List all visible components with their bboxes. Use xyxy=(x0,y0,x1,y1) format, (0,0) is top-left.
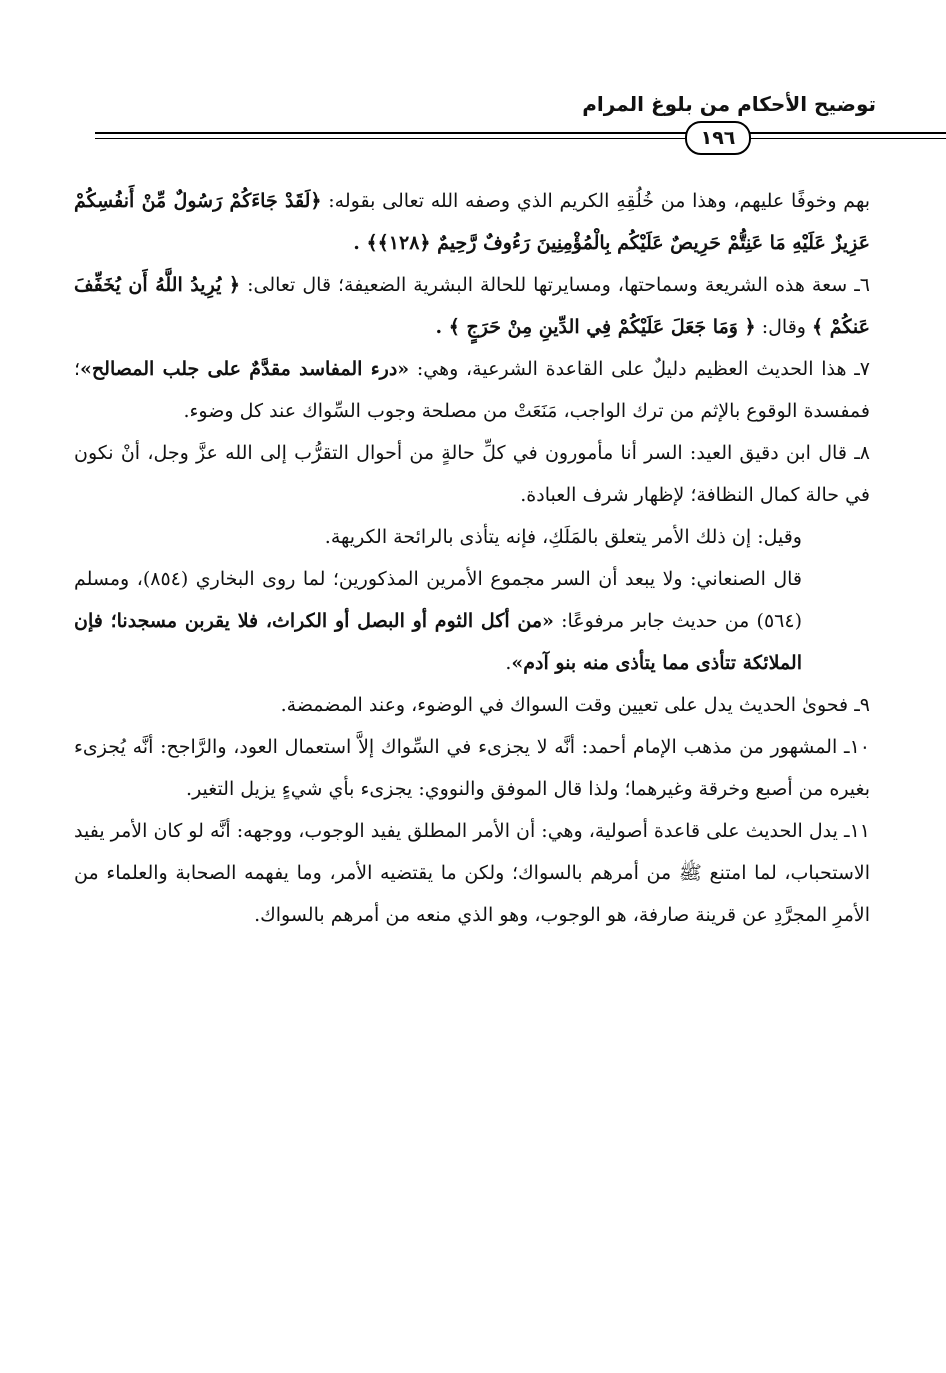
running-title: توضيح الأحكام من بلوغ المرام xyxy=(582,92,876,116)
page-number: ١٩٦ xyxy=(685,121,751,155)
item-text: ؛ فمفسدة الوقوع بالإثم من ترك الواجب، مَنَعَتْ من مصلحة وجوب السِّواك عند كل وضوء. xyxy=(74,358,870,422)
item-number: ٩ـ xyxy=(854,694,870,716)
item-text: سعة هذه الشريعة وسماحتها، ومسايرتها للحالة البشرية الضعيفة؛ قال تعالى: xyxy=(247,274,848,296)
item-number: ٦ـ xyxy=(854,274,870,296)
header-rule-thin xyxy=(95,138,946,139)
quran-verse: ﴿لَقَدْ جَاءَكُمْ رَسُولٌ مِّنْ أَنفُسِكُمْ عَزِيزٌ عَلَيْهِ مَا عَنِتُّمْ حَرِيصٌ عَلَيْكُم بِالْمُؤْمِنِينَ رَءُوفٌ رَّحِيمٌ ﴿١٢٨﴾﴾ . xyxy=(74,190,870,254)
item-text: هذا الحديث العظيم دليلٌ على القاعدة الشرعية، وهي: xyxy=(416,358,847,380)
header-rule-thick xyxy=(95,132,946,134)
list-item-6 xyxy=(74,264,870,348)
list-item-9 xyxy=(74,684,870,726)
list-item-8 xyxy=(74,432,870,516)
list-item-10 xyxy=(74,726,870,810)
list-item-11 xyxy=(74,810,870,936)
item-number: ١١ـ xyxy=(844,820,870,842)
item-text: وقيل: إن ذلك الأمر يتعلق بالمَلَكِ، فإنه يتأذى بالرائحة الكريهة. xyxy=(324,526,802,548)
item-text: وقال: xyxy=(761,316,806,338)
page-header xyxy=(70,92,876,154)
paragraph-intro xyxy=(74,180,870,264)
item-text: فحوىٰ الحديث يدل على تعيين وقت السواك في الوضوء، وعند المضمضة. xyxy=(280,694,849,716)
item-text: يدل الحديث على قاعدة أصولية، وهي: أن الأمر المطلق يفيد الوجوب، ووجهه: أنَّه لو كان الأمر يفيد الاستحباب، لما امتنع ﷺ من أمرهم بالسواك؛ ولكن ما يقتضيه الأمر، وما يفهمه الصحابة والعلماء من الأمرِ المجرَّدِ عن قرينة صارفة، هو الوجوب، وهو الذي منعه من أمرهم بالسواك. xyxy=(74,820,870,926)
list-item-7 xyxy=(74,348,870,432)
item-number: ٨ـ xyxy=(854,442,870,464)
list-item-8-cont-1 xyxy=(74,516,870,558)
bold-quote: «درء المفاسد مقدَّمٌ على جلب المصالح» xyxy=(80,358,410,380)
quran-verse: ﴿ يُرِيدُ اللَّهُ أَن يُخَفِّفَ عَنكُمْ ﴾ xyxy=(74,274,870,338)
item-text: المشهور من مذهب الإمام أحمد: أنَّه لا يجزىء في السِّواك إلاَّ استعمال العود، والرَّاجح: أنَّه يُجزىء بغيره من أصبع وخرقة وغيرهما؛ ولذا قال الموفق والنووي: يجزىء بأي شيءٍ يزيل التغير. xyxy=(74,736,870,800)
quran-verse: ﴿ وَمَا جَعَلَ عَلَيْكُمْ فِي الدِّينِ مِنْ حَرَجٍ ﴾ . xyxy=(435,316,756,338)
list-item-8-cont-2 xyxy=(74,558,870,684)
item-text: . xyxy=(505,652,512,674)
item-number: ١٠ـ xyxy=(844,736,870,758)
item-text: قال الصنعاني: ولا يبعد أن السر مجموع الأمرين المذكورين؛ لما روى البخاري (٨٥٤)، ومسلم (٥٦٤) من حديث جابر مرفوعًا: xyxy=(74,568,802,632)
page-body xyxy=(74,180,870,936)
intro-text: بهم وخوفًا عليهم، وهذا من خُلُقِهِ الكريم الذي وصفه الله تعالى بقوله: xyxy=(328,190,870,212)
bold-hadith: «من أكل الثوم أو البصل أو الكراث، فلا يقربن مسجدنا؛ فإن الملائكة تتأذى مما يتأذى منه بنو آدم» xyxy=(74,610,802,674)
item-text: قال ابن دقيق العيد: السر أنا مأمورون في كلِّ حالةٍ من أحوال التقرُّب إلى الله عزَّ وجل، أنْ نكون في حالة كمال النظافة؛ لإظهار شرف العبادة. xyxy=(74,442,870,506)
item-number: ٧ـ xyxy=(854,358,870,380)
